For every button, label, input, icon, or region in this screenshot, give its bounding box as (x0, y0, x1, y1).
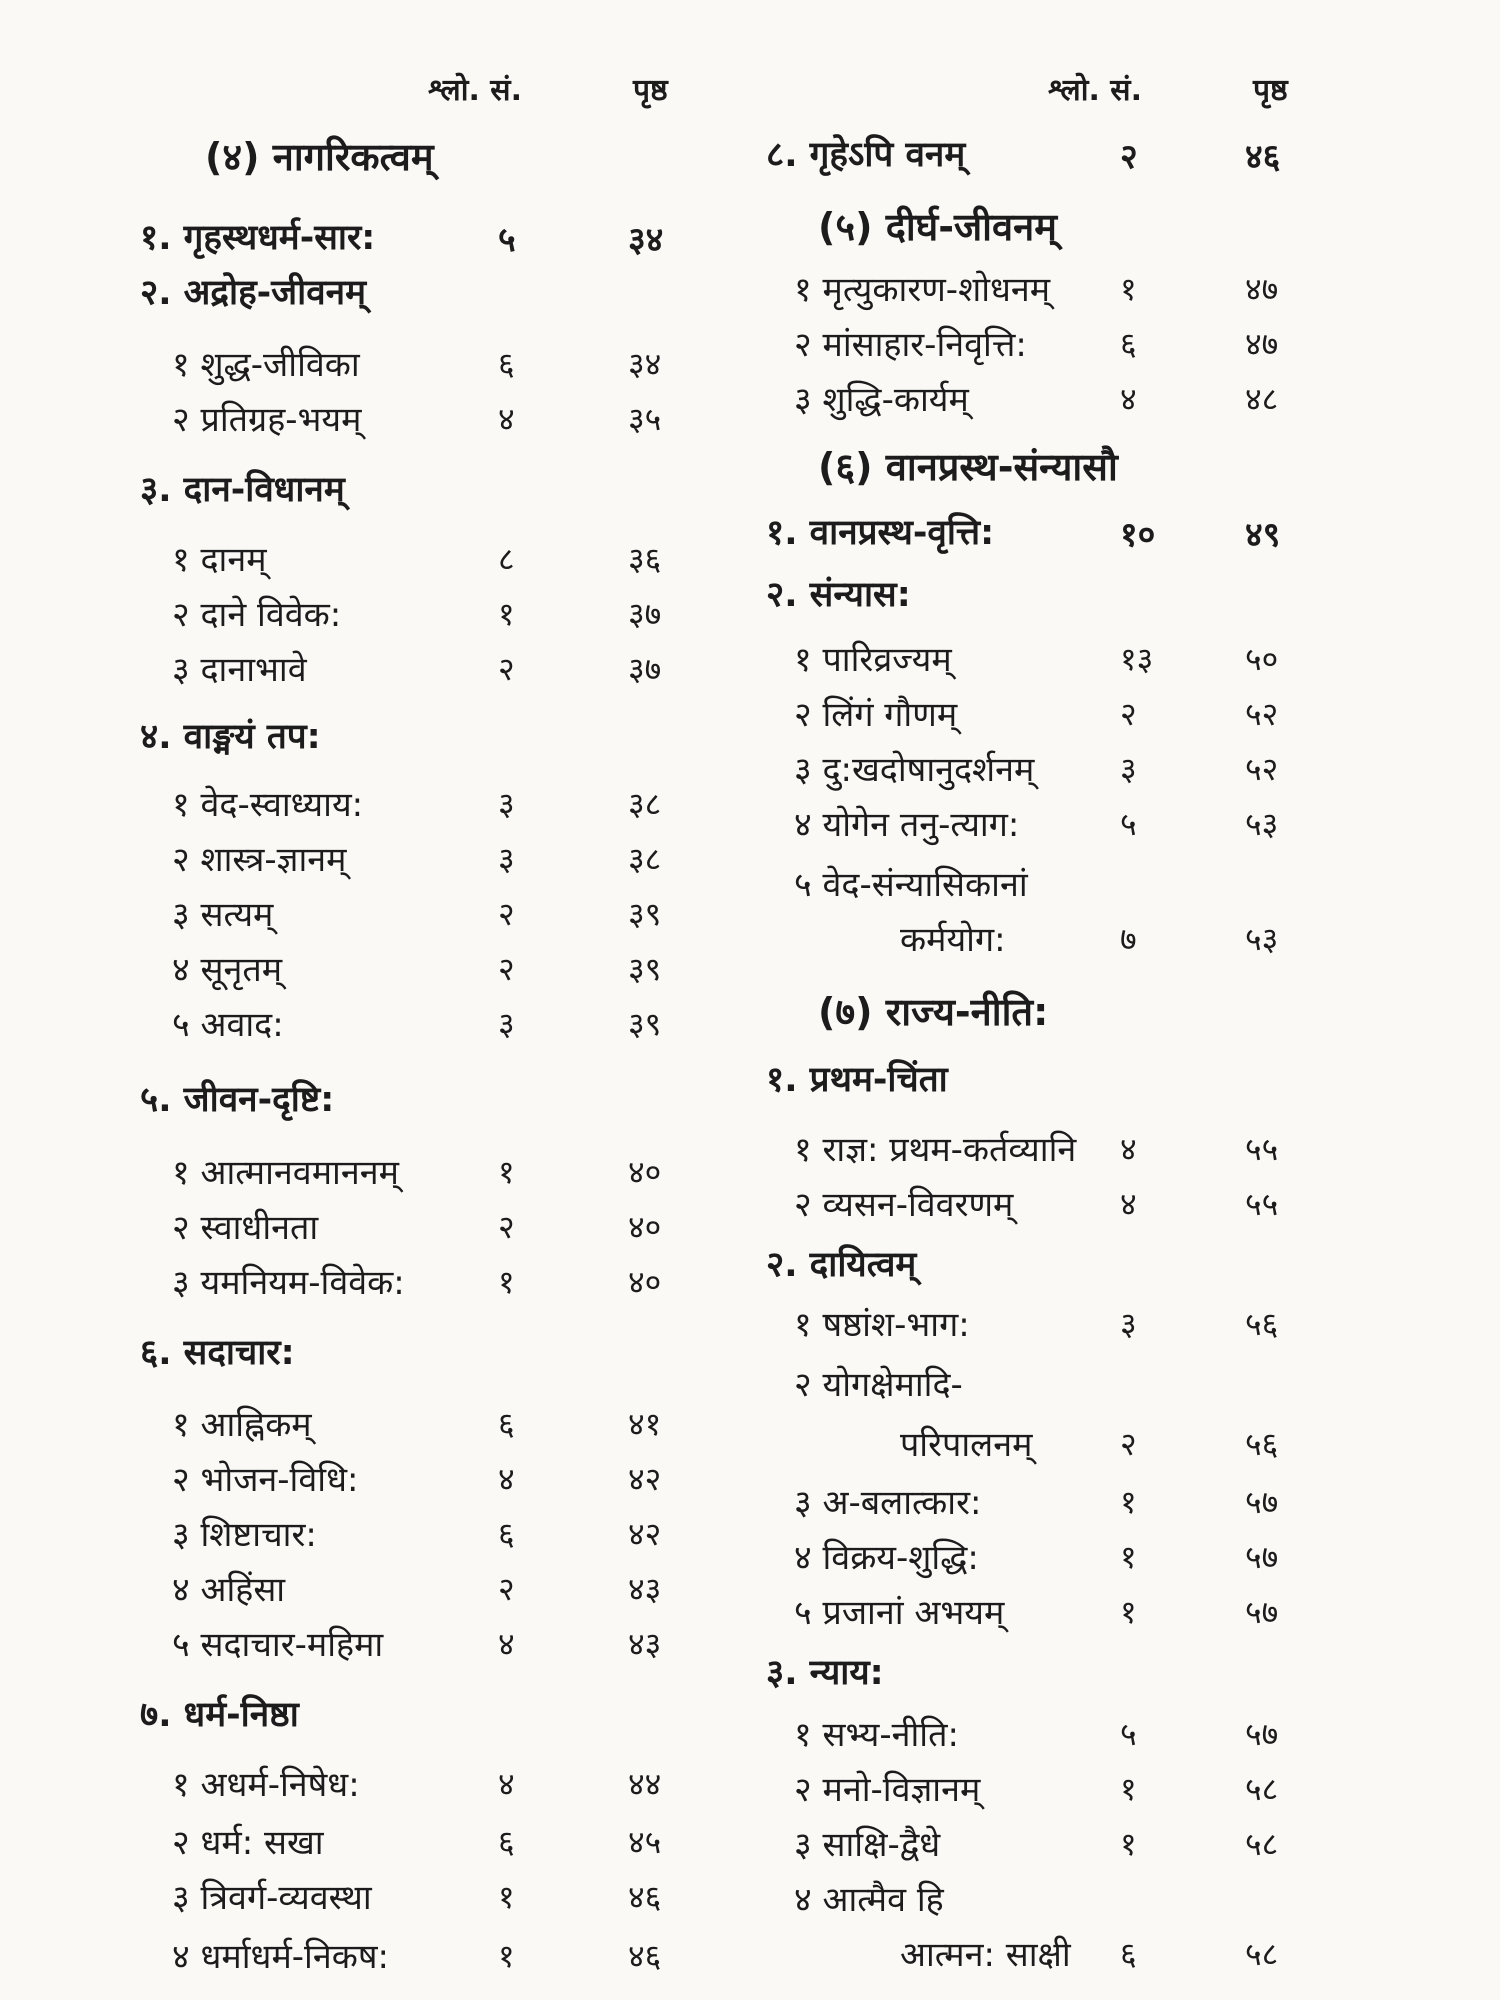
page-number: ४३ (628, 1625, 662, 1663)
verse-count: ३ (498, 785, 515, 823)
verse-count: २ (498, 1208, 515, 1246)
entry-title: (५) दीर्घ-जीवनम् (818, 205, 1057, 249)
verse-count: १ (1120, 1538, 1137, 1576)
toc-entry (0, 1510, 750, 1566)
section-heading (750, 440, 1500, 496)
toc-entry (750, 1478, 1500, 1534)
entry-title: १ षष्ठांश-भाग: (794, 1305, 970, 1345)
toc-entry (750, 320, 1500, 376)
entry-title: १ शुद्ध-जीविका (172, 345, 360, 385)
chapter-entry (0, 712, 750, 768)
page-number: ४० (628, 1153, 662, 1191)
toc-entry (0, 590, 750, 646)
page-number: ३८ (628, 840, 662, 878)
verse-count: ४ (498, 1460, 515, 1498)
toc-entry (750, 915, 1500, 971)
verse-count: २ (498, 650, 515, 688)
entry-title: १ सभ्य-नीति: (794, 1715, 959, 1755)
chapter-entry (0, 1328, 750, 1384)
page-number: ३५ (628, 400, 662, 438)
page-number: ५२ (1245, 750, 1279, 788)
entry-title: ४ योगेन तनु-त्याग: (794, 805, 1020, 845)
header-verse-count: श्लो. सं. (1048, 73, 1142, 108)
page-number: ४७ (1245, 325, 1279, 363)
verse-count: २ (498, 895, 515, 933)
page-number: ५७ (1245, 1538, 1279, 1576)
toc-entry (750, 800, 1500, 856)
toc-entry (0, 1455, 750, 1511)
toc-entry (750, 1710, 1500, 1766)
entry-title: १ दानम् (172, 540, 267, 580)
verse-count: ३ (1120, 1305, 1137, 1343)
verse-count: ५ (1120, 1715, 1137, 1753)
toc-entry (0, 1258, 750, 1314)
toc-entry (750, 1420, 1500, 1476)
verse-count: ६ (1120, 1935, 1137, 1973)
page-number: ३९ (628, 1005, 662, 1043)
page-number: ५८ (1245, 1935, 1279, 1973)
entry-title: ५ अवाद: (172, 1005, 284, 1045)
entry-title: ५. जीवन-दृष्टि: (140, 1080, 335, 1120)
page-number: ५८ (1245, 1825, 1279, 1863)
page-number: ५७ (1245, 1593, 1279, 1631)
entry-title: १ मृत्युकारण-शोधनम् (794, 270, 1051, 310)
toc-entry (750, 1875, 1500, 1931)
verse-count: २ (1120, 695, 1137, 733)
entry-title: ५ प्रजानां अभयम् (794, 1593, 1005, 1633)
page-number: ४२ (628, 1460, 662, 1498)
page-number: ४१ (628, 1405, 662, 1443)
entry-title: २ दाने विवेक: (172, 595, 342, 635)
entry-title: १ आह्निकम् (172, 1405, 312, 1445)
chapter-entry (750, 1055, 1500, 1111)
chapter-entry (0, 1690, 750, 1746)
entry-title: ६. सदाचार: (140, 1333, 295, 1373)
page-number: ५३ (1245, 920, 1279, 958)
toc-entry (0, 1000, 750, 1056)
header-verse-count: श्लो. सं. (428, 73, 522, 108)
entry-title: ३ शिष्टाचार: (172, 1515, 317, 1555)
toc-entry (0, 835, 750, 891)
entry-title: ४. वाङ्मयं तप: (140, 717, 321, 757)
entry-title: १. गृहस्थधर्म-सार: (140, 218, 376, 258)
entry-title: ४ धर्माधर्म-निकष: (172, 1937, 389, 1977)
chapter-entry (750, 1240, 1500, 1296)
entry-title: २ योगक्षेमादि- (794, 1365, 963, 1405)
toc-entry (750, 1588, 1500, 1644)
header-page: पृष्ठ (633, 73, 668, 108)
toc-entry (0, 780, 750, 836)
verse-count: ७ (1120, 920, 1137, 958)
toc-entry (0, 1620, 750, 1676)
verse-count: २ (1120, 1425, 1137, 1463)
entry-title: २. अद्रोह-जीवनम् (140, 273, 367, 313)
verse-count: ५ (1120, 805, 1137, 843)
verse-count: १० (1120, 515, 1156, 555)
section-heading (0, 130, 750, 186)
entry-title: ३ सत्यम् (172, 895, 274, 935)
page-number: ४० (628, 1263, 662, 1301)
toc-entry (0, 340, 750, 396)
verse-count: २ (1120, 137, 1138, 177)
toc-entry (750, 1533, 1500, 1589)
page-number: ४० (628, 1208, 662, 1246)
entry-title: ३ साक्षि-द्वैधे (794, 1825, 941, 1865)
section-heading (750, 985, 1500, 1041)
verse-count: ३ (498, 840, 515, 878)
entry-title: १ राज्ञ: प्रथम-कर्तव्यानि (794, 1130, 1077, 1170)
verse-count: २ (498, 950, 515, 988)
entry-title: ३ त्रिवर्ग-व्यवस्था (172, 1878, 372, 1918)
verse-count: ५ (498, 220, 516, 260)
entry-title: २ शास्त्र-ज्ञानम् (172, 840, 347, 880)
entry-title: २ मनो-विज्ञानम् (794, 1770, 981, 1810)
toc-entry (0, 645, 750, 701)
verse-count: ४ (498, 1765, 515, 1803)
verse-count: १ (1120, 1483, 1137, 1521)
toc-entry (0, 1203, 750, 1259)
entry-title: ३ यमनियम-विवेक: (172, 1263, 405, 1303)
verse-count: १ (1120, 1593, 1137, 1631)
verse-count: १ (498, 595, 515, 633)
verse-count: ३ (498, 1005, 515, 1043)
entry-title: ३ दानाभावे (172, 650, 307, 690)
page-number: ३७ (628, 650, 662, 688)
verse-count: १ (498, 1878, 515, 1916)
entry-title: ३ अ-बलात्कार: (794, 1483, 982, 1523)
verse-count: १ (1120, 270, 1137, 308)
toc-entry (0, 1873, 750, 1929)
entry-title: ३ दु:खदोषानुदर्शनम् (794, 750, 1035, 790)
entry-title: २. संन्यास: (766, 575, 911, 615)
entry-title: (७) राज्य-नीति: (818, 990, 1049, 1034)
entry-title: २ मांसाहार-निवृत्ति: (794, 325, 1027, 365)
toc-entry (750, 1360, 1500, 1416)
entry-title: १ अधर्म-निषेध: (172, 1765, 360, 1805)
toc-entry (750, 745, 1500, 801)
verse-count: ४ (1120, 380, 1137, 418)
toc-entry (750, 635, 1500, 691)
chapter-entry (0, 268, 750, 324)
toc-entry (0, 1818, 750, 1874)
page-number: ५६ (1245, 1305, 1279, 1343)
page-number: ५७ (1245, 1715, 1279, 1753)
page-number: ४७ (1245, 270, 1279, 308)
verse-count: ४ (1120, 1130, 1137, 1168)
section-heading (750, 200, 1500, 256)
entry-title: ५ वेद-संन्यासिकानां (794, 865, 1028, 905)
verse-count: ६ (1120, 325, 1137, 363)
entry-title: २ लिंगं गौणम् (794, 695, 958, 735)
verse-count: ३ (1120, 750, 1137, 788)
toc-entry (0, 945, 750, 1001)
toc-entry (0, 1148, 750, 1204)
chapter-entry (750, 130, 1500, 186)
entry-title: (४) नागरिकत्वम् (205, 135, 434, 179)
page-number: ३८ (628, 785, 662, 823)
entry-title: ४ आत्मैव हि (794, 1880, 944, 1920)
entry-title: (६) वानप्रस्थ-संन्यासौ (818, 445, 1118, 489)
page-number: ४२ (628, 1515, 662, 1553)
entry-title: १. प्रथम-चिंता (766, 1060, 948, 1100)
entry-title: ३. दान-विधानम् (140, 470, 345, 510)
toc-entry (750, 1300, 1500, 1356)
toc-entry (750, 1765, 1500, 1821)
toc-entry (750, 1930, 1500, 1986)
toc-entry (0, 1760, 750, 1816)
verse-count: ६ (498, 1823, 515, 1861)
toc-entry (0, 1400, 750, 1456)
page-number: ५० (1245, 640, 1279, 678)
page-number: ४३ (628, 1570, 662, 1608)
page-number: ४५ (628, 1823, 662, 1861)
verse-count: ६ (498, 1515, 515, 1553)
toc-entry (750, 265, 1500, 321)
page-number: ५८ (1245, 1770, 1279, 1808)
verse-count: १ (498, 1937, 515, 1975)
verse-count: १ (498, 1263, 515, 1301)
entry-title: १ आत्मानवमाननम् (172, 1153, 399, 1193)
chapter-entry (0, 1075, 750, 1131)
verse-count: ४ (1120, 1185, 1137, 1223)
page-number: ३९ (628, 950, 662, 988)
entry-title: ७. धर्म-निष्ठा (140, 1695, 299, 1735)
page-number: ४४ (628, 1765, 662, 1803)
entry-title: २ धर्म: सखा (172, 1823, 324, 1863)
entry-title: ३ शुद्धि-कार्यम् (794, 380, 969, 420)
verse-count: २ (498, 1570, 515, 1608)
page-number: ४९ (1245, 515, 1281, 555)
entry-title: ५ सदाचार-महिमा (172, 1625, 384, 1665)
entry-title: कर्मयोग: (900, 920, 1006, 960)
page-number: ४६ (1245, 137, 1281, 177)
toc-entry (750, 1125, 1500, 1181)
page-number: ५५ (1245, 1185, 1279, 1223)
entry-title: ३. न्याय: (766, 1653, 884, 1693)
entry-title: २ प्रतिग्रह-भयम् (172, 400, 362, 440)
page-number: ५६ (1245, 1425, 1279, 1463)
verse-count: ४ (498, 1625, 515, 1663)
page-number: ३४ (628, 345, 662, 383)
verse-count: १ (1120, 1770, 1137, 1808)
chapter-entry (750, 1648, 1500, 1704)
toc-entry (0, 890, 750, 946)
page-number: ३७ (628, 595, 662, 633)
entry-title: आत्मन: साक्षी (900, 1935, 1071, 1975)
toc-entry (750, 375, 1500, 431)
page-number: ३६ (628, 540, 662, 578)
toc-entry (0, 535, 750, 591)
page-number: ४६ (628, 1878, 662, 1916)
verse-count: १ (1120, 1825, 1137, 1863)
entry-title: १. वानप्रस्थ-वृत्ति: (766, 513, 995, 553)
page-number: ४६ (628, 1937, 662, 1975)
entry-title: २ व्यसन-विवरणम् (794, 1185, 1014, 1225)
chapter-entry (750, 570, 1500, 626)
toc-entry (750, 1180, 1500, 1236)
toc-entry (0, 395, 750, 451)
toc-entry (750, 690, 1500, 746)
chapter-entry (750, 508, 1500, 564)
toc-entry (750, 1820, 1500, 1876)
entry-title: ८. गृहेऽपि वनम् (766, 135, 966, 175)
entry-title: परिपालनम् (900, 1425, 1033, 1465)
header-page: पृष्ठ (1253, 73, 1288, 108)
entry-title: २ स्वाधीनता (172, 1208, 319, 1248)
verse-count: ६ (498, 1405, 515, 1443)
entry-title: १ वेद-स्वाध्याय: (172, 785, 364, 825)
verse-count: ६ (498, 345, 515, 383)
page-number: ५२ (1245, 695, 1279, 733)
chapter-entry (0, 465, 750, 521)
toc-entry (0, 1565, 750, 1621)
entry-title: ४ सूनृतम् (172, 950, 283, 990)
verse-count: ८ (498, 540, 515, 578)
entry-title: १ पारिव्रज्यम् (794, 640, 952, 680)
entry-title: ४ विक्रय-शुद्धि: (794, 1538, 979, 1578)
verse-count: १ (498, 1153, 515, 1191)
page-number: ५३ (1245, 805, 1279, 843)
entry-title: २. दायित्वम् (766, 1245, 917, 1285)
entry-title: ४ अहिंसा (172, 1570, 286, 1610)
page-number: ५५ (1245, 1130, 1279, 1168)
toc-entry (750, 860, 1500, 916)
verse-count: १३ (1120, 640, 1154, 678)
page-number: ३९ (628, 895, 662, 933)
page-number: ३४ (628, 220, 664, 260)
page-number: ५७ (1245, 1483, 1279, 1521)
entry-title: २ भोजन-विधि: (172, 1460, 359, 1500)
chapter-entry (0, 213, 750, 269)
toc-entry (0, 1932, 750, 1988)
verse-count: ४ (498, 400, 515, 438)
page-number: ४८ (1245, 380, 1279, 418)
